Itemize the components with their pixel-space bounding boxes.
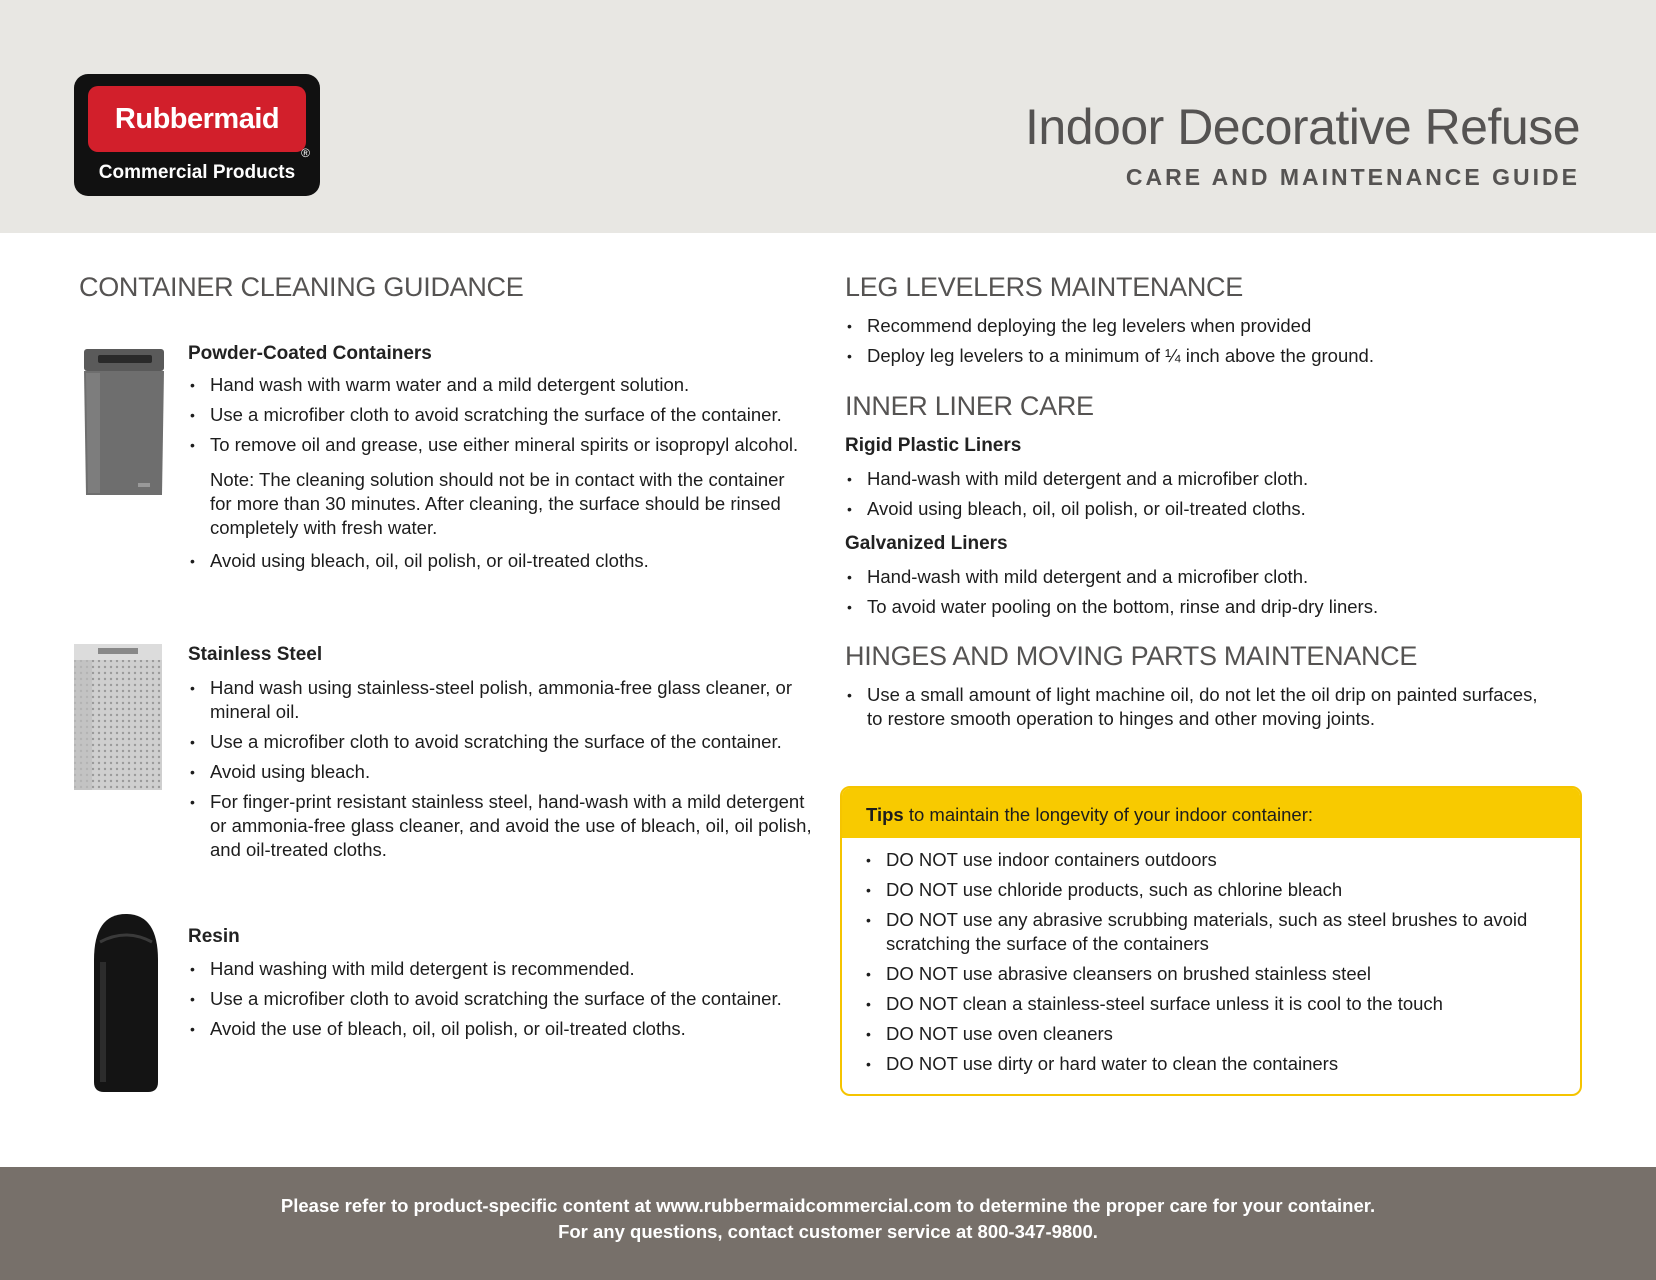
leg-levelers-list — [845, 314, 1585, 374]
list-item: • DO NOT use abrasive cleansers on brushed stainless steel — [864, 962, 1554, 986]
resin-container-image — [86, 912, 166, 1094]
list-item: • DO NOT use dirty or hard water to clean the containers — [864, 1052, 1554, 1076]
list-item: • Hand wash using stainless-steel polish, ammonia-free glass cleaner, or mineral oil. — [188, 676, 818, 724]
stainless-steel-list — [188, 676, 818, 868]
list-item: • Use a microfiber cloth to avoid scratching the surface of the container. — [188, 987, 818, 1011]
page-title: Indoor Decorative Refuse — [1025, 99, 1580, 155]
galvanized-list — [845, 565, 1585, 625]
tips-header — [842, 788, 1580, 838]
list-item: • Avoid using bleach. — [188, 760, 818, 784]
container-cleaning-heading: CONTAINER CLEANING GUIDANCE — [79, 272, 524, 302]
resin-title: Resin — [188, 926, 240, 947]
list-item: • DO NOT use indoor containers outdoors — [864, 848, 1554, 872]
powder-coated-list-last — [188, 549, 808, 579]
powder-coated-title: Powder-Coated Containers — [188, 343, 432, 364]
list-item: • DO NOT clean a stainless-steel surface unless it is cool to the touch — [864, 992, 1554, 1016]
hinges-heading: HINGES AND MOVING PARTS MAINTENANCE — [845, 641, 1418, 671]
logo-red-badge — [88, 86, 306, 152]
list-item: • To remove oil and grease, use either mineral spirits or isopropyl alcohol. — [188, 433, 808, 457]
powder-coated-list — [188, 373, 808, 463]
inner-liner-heading: INNER LINER CARE — [845, 391, 1094, 421]
tips-box — [840, 786, 1582, 1096]
tips-label-bold: Tips — [866, 804, 904, 825]
list-item: • Recommend deploying the leg levelers when provided — [845, 314, 1585, 338]
list-item: • Hand wash with warm water and a mild detergent solution. — [188, 373, 808, 397]
galvanized-title: Galvanized Liners — [845, 533, 1008, 554]
list-item: • Avoid the use of bleach, oil, oil polish, or oil-treated cloths. — [188, 1017, 818, 1041]
leg-levelers-heading: LEG LEVELERS MAINTENANCE — [845, 272, 1243, 302]
page-subtitle: CARE AND MAINTENANCE GUIDE — [1125, 164, 1580, 190]
list-item: • Hand washing with mild detergent is recommended. — [188, 957, 818, 981]
footer-website-note: Please refer to product-specific content at www.rubbermaidcommercial.com to determine the proper care for your container. — [280, 1195, 1376, 1216]
list-item: • DO NOT use any abrasive scrubbing materials, such as steel brushes to avoid scratching the surface of the containers — [864, 908, 1554, 956]
stainless-steel-container-image — [72, 640, 166, 792]
list-item: • Avoid using bleach, oil, oil polish, or oil-treated cloths. — [188, 549, 808, 573]
resin-list — [188, 957, 818, 1047]
list-item: • DO NOT use chloride products, such as chlorine bleach — [864, 878, 1554, 902]
list-item: • To avoid water pooling on the bottom, rinse and drip-dry liners. — [845, 595, 1585, 619]
stainless-steel-title: Stainless Steel — [188, 644, 323, 665]
list-item: • Deploy leg levelers to a minimum of ¼ inch above the ground. — [845, 344, 1585, 368]
list-item: • Use a small amount of light machine oil, do not let the oil drip on painted surfaces, to restore smooth operation to hinges and other moving joints. — [845, 683, 1545, 731]
logo-registered-mark: ® — [301, 146, 310, 160]
list-item: • Use a microfiber cloth to avoid scratching the surface of the container. — [188, 730, 818, 754]
footer-contact-note: For any questions, contact customer service at 800-347-9800. — [558, 1221, 1098, 1242]
logo-subtitle: Commercial Products — [98, 162, 296, 183]
page-footer — [0, 1167, 1656, 1280]
list-item: • For finger-print resistant stainless steel, hand-wash with a mild detergent or ammonia-free glass cleaner, and avoid the use of bleach, oil, oil polish, and oil-treated cloths. — [188, 790, 818, 862]
list-item: • Use a microfiber cloth to avoid scratching the surface of the container. — [188, 403, 808, 427]
rigid-plastic-title: Rigid Plastic Liners — [845, 435, 1022, 456]
tips-list — [864, 848, 1554, 1082]
powder-coated-container-image — [78, 343, 168, 498]
rubbermaid-logo — [74, 74, 320, 196]
page-header — [0, 0, 1656, 233]
logo-brand-text: Rubbermaid — [114, 103, 280, 135]
hinges-list — [845, 683, 1545, 737]
powder-coated-note: Note: The cleaning solution should not be in contact with the container for more than 30 minutes. After cleaning, the surface should be rinsed completely with fresh water. — [210, 469, 785, 538]
list-item: • Hand-wash with mild detergent and a microfiber cloth. — [845, 565, 1585, 589]
list-item: • Hand-wash with mild detergent and a microfiber cloth. — [845, 467, 1585, 491]
tips-label-rest: to maintain the longevity of your indoor container: — [903, 804, 1313, 825]
rigid-plastic-list — [845, 467, 1585, 527]
list-item: • Avoid using bleach, oil, oil polish, or oil-treated cloths. — [845, 497, 1585, 521]
list-item: • DO NOT use oven cleaners — [864, 1022, 1554, 1046]
